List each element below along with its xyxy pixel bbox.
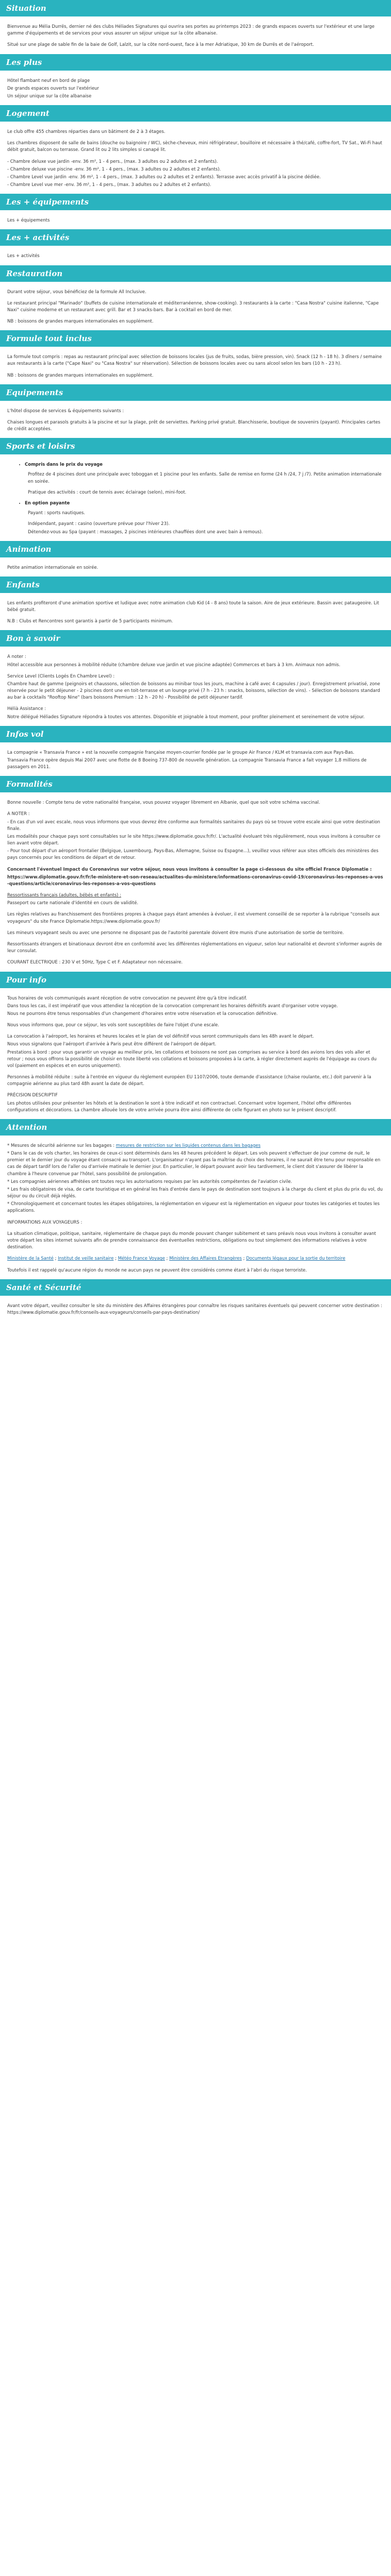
paragraph: Les modalités pour chaque pays sont consultables sur le site https://www.diplomatie.gouv.fr/fr/. L'actualité évoluant très régulièrement, nous vous invitons à consulter ce lien avant votre départ.	[7, 834, 381, 846]
section-equipements	[0, 384, 391, 433]
list-item	[25, 500, 384, 536]
paragraph: Hélià Assistance :	[7, 706, 46, 712]
list-item: Un séjour unique sur la côte albanaise	[7, 93, 92, 99]
list-item: - Chambre deluxe vue jardin -env. 36 m², 1 - 4 pers., (max. 3 adultes ou 2 adultes et 2 enfants).	[7, 159, 218, 164]
paragraph: Avant votre départ, veuillez consulter le site du ministère des Affaires étrangères pour connaître les risques sanitaires éventuels qui peuvent concerner votre destination : https://www.diplomatie.gouv.fr/fr/conseils-aux-voyageurs/conseils-par-pays-destination/	[7, 1303, 382, 1315]
paragraph: Ressortissants français (adultes, bébés et enfants) :	[7, 893, 121, 899]
section-title: Enfants	[0, 577, 391, 593]
list-item	[25, 462, 384, 496]
section-plus	[0, 54, 391, 100]
paragraph: A noter :	[7, 654, 26, 660]
paragraph	[7, 1143, 384, 1149]
paragraph: * Les frais obligatoires de visa, de carte touristique et en général les frais d'entrée dans le pays de destination sont toujours à la charge du client et plus du prix du vol, du séjour ou du circuit déjà réglés.	[7, 1187, 383, 1199]
section-title: Les plus	[0, 54, 391, 71]
section-title: Sports et loisirs	[0, 438, 391, 454]
paragraph: Les enfants profiteront d'une animation sportive et ludique avec notre animation club Kid (4 - 8 ans) toute la saison. Aire de jeux extérieure. Bassin avec pataugeoire. Lit bébé gratuit.	[7, 600, 379, 613]
paragraph: Nous ne pourrons être tenus responsables d'un changement d'horaires entre votre réservation et la convocation définitive.	[7, 1011, 278, 1016]
paragraph: La formule tout compris : repas au restaurant principal avec sélection de boissons locales (jus de fruits, sodas, bière pression, vin). Snack (12 h - 18 h). 3 dîners / semaine aux restaurants à la carte ("Cape Naxi" ou "Casa Nostra" sur réservation). Sélection de boissons locales avec ou sans alcool selon les bars (10 h - 23 h).	[7, 354, 382, 367]
paragraph: La compagnie « Transavia France » est la nouvelle compagnie française moyen-courrier fondée par le groupe Air France / KLM et transavia.com aux Pays-Bas.	[7, 750, 354, 755]
section-situation	[0, 0, 391, 49]
liquids-restriction-link[interactable]: mesures de restriction sur les liquides contenus dans les bagages	[116, 1143, 260, 1148]
section-title: Bon à savoir	[0, 630, 391, 647]
section-infos-vol	[0, 726, 391, 771]
section-title: Pour info	[0, 972, 391, 988]
link-affaires-etrangeres[interactable]: Ministère des Affaires Etrangères	[169, 1256, 242, 1262]
section-title: Logement	[0, 105, 391, 122]
paragraph: Transavia France opère depuis Mai 2007 avec une flotte de 8 Boeing 737-800 de nouvelle génération. La compagnie Transavia France a fait voyager 1,8 millions de passagers en 2011.	[7, 757, 367, 770]
link-ministere-sante[interactable]: Ministère de la Santé	[7, 1256, 54, 1262]
paragraph: Tous horaires de vols communiqués avant réception de votre convocation ne peuvent être qu'à titre indicatif.	[7, 995, 247, 1001]
section-title: Formalités	[0, 776, 391, 792]
paragraph: Ressortissants étrangers et binationaux devront être en conformité avec les différentes réglementations en vigueur, selon leur nationalité et devront s'informer auprès de leur consulat.	[7, 942, 382, 954]
text: * Mesures de sécurité aérienne sur les bagages :	[7, 1143, 116, 1148]
section-title: Santé et Sécurité	[0, 1279, 391, 1296]
paragraph: Bienvenue au Mélia Durrës, dernier né des clubs Héliades Signatures qui ouvrira ses portes au printemps 2023 : de grands espaces ouverts sur l'extérieur et une large gamme d'équipements et de services pour vous assurer un séjour unique sur la côte albanaise.	[7, 24, 375, 37]
links-row: Ministère de la Santé ; Institut de veille sanitaire ; Météo France Voyage ; Ministère des Affaires Etrangères ; Documents légaux pour la sortie du territoire	[7, 1256, 346, 1262]
section-attention	[0, 1119, 391, 1274]
paragraph: Les + équipements	[7, 218, 50, 224]
paragraph: Profitez de 4 piscines dont une principale avec toboggan et 1 piscine pour les enfants. Salle de remise en forme (24 h /24, 7 j /7). Petite animation internationale en soirée.	[28, 472, 382, 484]
paragraph: NB : boissons de grandes marques internationales en supplément.	[7, 319, 154, 325]
paragraph: L'hôtel dispose de services & équipements suivants :	[7, 408, 124, 414]
link-veille-sanitaire[interactable]: Institut de veille sanitaire	[58, 1256, 114, 1262]
section-formule	[0, 330, 391, 379]
section-formalites	[0, 776, 391, 966]
section-pour-info	[0, 972, 391, 1114]
section-title: Infos vol	[0, 726, 391, 742]
list-item: Hôtel flambant neuf en bord de plage	[7, 78, 90, 83]
paragraph: * Dans le cas de vols charter, les horaires de ceux-ci sont déterminés dans les 48 heures précédent le départ. Les vols peuvent s'effectuer de jour comme de nuit, le premier et le dernier jour du voyage étant consacré au transport. L'organisateur n'ayant pas la maîtrise du choix des horaires, il ne saurait être tenu pour responsable en cas de départ tardif lors de l'aller ou d'arrivée matinale le dernier jour. En particulier, le départ pouvant avoir lieu tardivement, le client doit s'assurer de libérer la chambre à l'heure convenue par l'hôtel, sans possibilité de prolongation.	[7, 1151, 381, 1177]
section-equipements-plus	[0, 194, 391, 224]
paragraph: Notre délégué Héliades Signature répondra à toutes vos attentes. Disponible et joignable à tout moment, pour profiter pleinement et sereinement de votre séjour.	[7, 714, 365, 720]
paragraph: Durant votre séjour, vous bénéficiez de la formule All Inclusive.	[7, 289, 146, 295]
section-enfants	[0, 577, 391, 625]
list-item: - Chambre Level vue jardin -env. 36 m², 1 - 4 pers., (max. 3 adultes ou 2 adultes et 2 enfants). Terrasse avec accès privatif à la piscine dédiée.	[7, 174, 321, 180]
paragraph: A NOTER :	[7, 811, 30, 817]
paragraph: Prestations à bord : pour vous garantir un voyage au meilleur prix, les collations et boissons ne sont pas comprises au service à bord des avions lors des vols aller et retour ; nous vous offrons la possibilité de choisir en toute liberté vos collations et boissons proposées à la carte, à régler directement auprès de l'équipage au cours du vol (paiement en espèces et en euros uniquement).	[7, 1049, 377, 1069]
paragraph: Concernant l'éventuel Impact du Coronavirus sur votre séjour, nous vous invitons à consulter la page ci-dessous du site officiel France Diplomatie :	[7, 867, 372, 872]
section-title: Animation	[0, 541, 391, 557]
paragraph: Les règles relatives au franchissement des frontières propres à chaque pays étant amenées à évoluer, il est vivement conseillé de se reporter à la rubrique "conseils aux voyageurs" du site France Diplomatie.https://www.diplomatie.gouv.fr/	[7, 912, 380, 924]
subsection-title: • Compris dans le prix du voyage	[25, 462, 103, 468]
list-item: De grands espaces ouverts sur l'extérieur	[7, 86, 99, 91]
paragraph: Payant : sports nautiques.	[28, 511, 85, 516]
paragraph: * Les compagnies aériennes affrétées ont toutes reçu les autorisations requises par les autorités compétentes de l'aviation civile.	[7, 1179, 292, 1184]
paragraph: Personnes à mobilité réduite : suite à l'entrée en vigueur du règlement européen EU 1107/2006, toute demande d'assistance (chaise roulante, etc.) doit parvenir à la compagnie aérienne au plus tard 48h avant la date de départ.	[7, 1075, 371, 1087]
paragraph: Les + activités	[7, 253, 40, 259]
section-logement	[0, 105, 391, 189]
section-title: Formule tout inclus	[0, 330, 391, 347]
paragraph: Dans tous les cas, il est impératif que vous attendiez la réception de la convocation comprenant les horaires définitifs avant d'organiser votre voyage.	[7, 1003, 338, 1009]
section-title: Les + équipements	[0, 194, 391, 210]
paragraph: - Pour tout départ d'un aéroport frontalier (Belgique, Luxembourg, Pays-Bas, Allemagne, Suisse ou Espagne...), veuillez vous référer aux sites officiels des ministères des pays concernés pour les conditions de départ et de retour.	[7, 849, 379, 861]
paragraph: Le restaurant principal "Marinado" (buffets de cuisine internationale et méditerranéenne, show-cooking). 3 restaurants à la carte : "Casa Nostra" cuisine italienne, "Cape Naxi" cuisine moderne et un restaurant avec grill. Bar et 3 snacks-bars. Bar à cocktail en bord de mer.	[7, 300, 379, 313]
paragraph: Nous vous signalons que l'aéroport d'arrivée à Paris peut être différent de l'aéroport de départ.	[7, 1042, 217, 1047]
paragraph: Détendez-vous au Spa (payant : massages, 2 piscines intérieures chauffées dont une avec bain à remous).	[28, 529, 263, 535]
link[interactable]: https://www.diplomatie.gouv.fr/fr/le-ministere-et-son-reseau/actualites-du-ministere/informations-coronavirus-covid-19/coronavirus-les-reponses-a-vos-questions/article/coronavirus-les-reponses-a-vos-questions	[7, 874, 383, 887]
paragraph: Toutefois il est rappelé qu'aucune région du monde ne aucun pays ne peuvent être considérés comme étant à l'abri du risque terroriste.	[7, 1267, 307, 1273]
paragraph: Hôtel accessible aux personnes à mobilité réduite (chambre deluxe vue jardin et vue piscine adaptée) Commerces et bars à 3 km. Animaux non admis.	[7, 662, 340, 668]
section-animation	[0, 541, 391, 571]
section-restauration	[0, 265, 391, 326]
paragraph: Pratique des activités : court de tennis avec éclairage (selon), mini-foot.	[28, 489, 187, 495]
section-title: Les + activités	[0, 229, 391, 246]
paragraph: Les chambres disposent de salle de bains (douche ou baignoire / WC), sèche-cheveux, mini réfrigérateur, bouilloire et nécessaire à thé/café, coffre-fort, TV Sat., Wi-Fi haut débit gratuit, balcon ou terrasse. Grand lit ou 2 lits simples si canapé lit.	[7, 141, 383, 153]
paragraph: Service Level (Clients Logés En Chambre Level) :	[7, 673, 115, 679]
list-item: - Chambre Level vue mer -env. 36 m², 1 - 4 pers., (max. 3 adultes ou 2 adultes et 2 enfants).	[7, 182, 211, 188]
paragraph: INFORMATIONS AUX VOYAGEURS :	[7, 1219, 83, 1225]
paragraph: Bonne nouvelle : Compte tenu de votre nationalité française, vous pouvez voyager librement en Albanie, quel que soit votre schéma vaccinal.	[7, 800, 320, 806]
paragraph: Les mineurs voyageant seuls ou avec une personne ne disposant pas de l'autorité parentale doivent être munis d'une autorisation de sortie de territoire.	[7, 930, 344, 936]
link-documents-legaux[interactable]: Documents légaux pour la sortie du territoire	[246, 1256, 346, 1262]
link-meteo-france[interactable]: Météo France Voyage	[118, 1256, 165, 1262]
paragraph: Passeport ou carte nationale d'identité en cours de validité.	[7, 901, 139, 906]
paragraph: Nous vous informons que, pour ce séjour, les vols sont susceptibles de faire l'objet d'une escale.	[7, 1023, 219, 1028]
paragraph: Indépendant, payant : casino (ouverture prévue pour l'hiver 23).	[28, 521, 170, 527]
section-bon-savoir	[0, 630, 391, 720]
paragraph: Chambre haut de gamme (peignoirs et chaussons, sélection de boissons au minibar tous les jours, machine à café avec 4 capsules / jour). Enregistrement privatisé, zone réservée pour le petit déjeuner - 2 piscines dont une en toit-terrasse et un lounge privé (7 h - 23 h : snacks, boissons, sélection de vins). - Sélection de boissons standard au bar à cocktails "Rooftop Nine" (bars boissons Premium : 12 h - 20 h) - Possibilité de petit déjeuner tardif.	[7, 681, 380, 701]
paragraph: COURANT ELECTRIQUE : 230 V et 50Hz, Type C et F. Adaptateur non nécessaire.	[7, 960, 183, 965]
paragraph: Situé sur une plage de sable fin de la baie de Golf, Lalzit, sur la côte nord-ouest, face à la mer Adriatique, 30 km de Durrës et de l'aéroport.	[7, 42, 314, 48]
section-title: Situation	[0, 0, 391, 16]
section-sante	[0, 1279, 391, 1316]
section-sports	[0, 438, 391, 535]
paragraph: N.B : Clubs et Rencontres sont garantis à partir de 5 participants minimum.	[7, 619, 173, 624]
paragraph: Petite animation internationale en soirée.	[7, 565, 99, 570]
paragraph: * Chronologiquement et concernant toutes les étapes obligatoires, la réglementation en vigueur est la réglementation en vigueur pour toutes les catégories et toutes les applications.	[7, 1201, 380, 1214]
subsection-title: • En option payante	[25, 500, 70, 506]
section-title: Equipements	[0, 384, 391, 401]
section-title: Restauration	[0, 265, 391, 282]
paragraph: - En cas d'un vol avec escale, nous vous informons que vous devrez être conforme aux formalités sanitaires du pays où se trouve votre escale ainsi que votre destination finale.	[7, 819, 380, 832]
paragraph: PRÉCISION DESCRIPTIF	[7, 1093, 58, 1098]
paragraph: La situation climatique, politique, sanitaire, réglementaire de chaque pays du monde pouvant changer subitement et sans préavis nous vous invitons à consulter avant votre départ les sites internet suivants afin de prendre connaissance des éventuelles restrictions, obligations ou tout simplement des informations relatives à votre destination.	[7, 1231, 376, 1250]
paragraph: Le club offre 455 chambres réparties dans un bâtiment de 2 à 3 étages.	[7, 129, 166, 135]
section-title: Attention	[0, 1119, 391, 1136]
list-item: - Chambre deluxe vue piscine -env. 36 m², 1 - 4 pers., (max. 3 adultes ou 2 adultes et 2 enfants).	[7, 166, 221, 172]
paragraph: Les photos utilisées pour présenter les hôtels et la destination le sont à titre indicatif et non contractuel. Concernant votre logement, l'hôtel offre différentes configurations et décorations. La chambre allouée lors de votre arrivée pourra être ainsi différente de celle figurant en photo sur le présent descriptif.	[7, 1100, 351, 1113]
section-activites-plus	[0, 229, 391, 260]
paragraph: Chaises longues et parasols gratuits à la piscine et sur la plage, prêt de serviettes. Parking privé gratuit. Blanchisserie, boutique de souvenirs (payant). Principales cartes de crédit acceptées.	[7, 419, 381, 432]
paragraph: NB : boissons de grandes marques internationales en supplément.	[7, 372, 154, 378]
paragraph: La convocation à l'aéroport, les horaires et heures locales et le plan de vol définitif vous seront communiqués dans les 48h avant le départ.	[7, 1034, 314, 1040]
